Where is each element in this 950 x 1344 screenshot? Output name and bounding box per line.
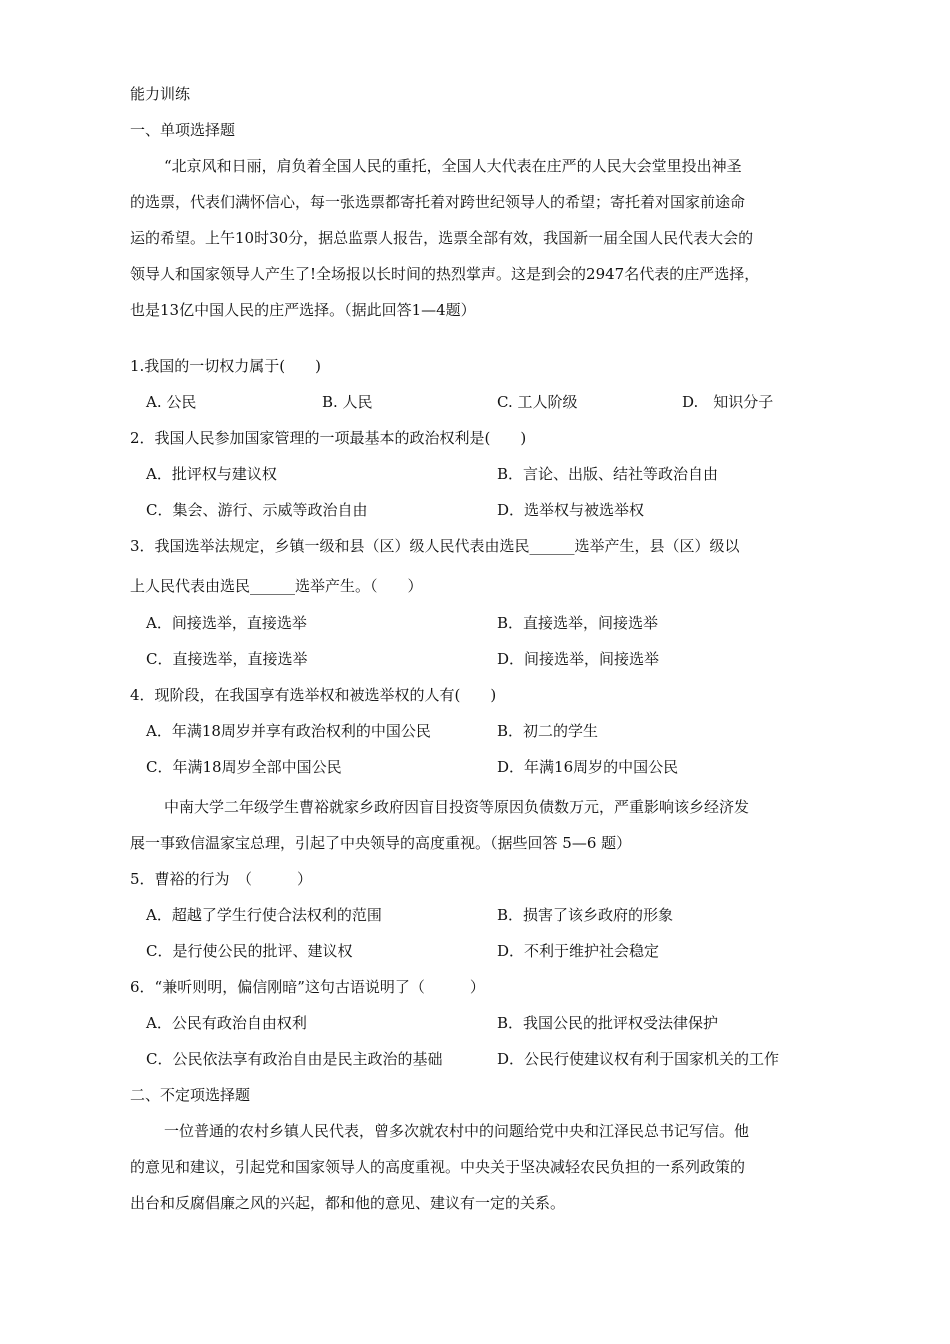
passage-line: 展一事致信温家宝总理，引起了中央领导的高度重视。（据些回答 5—6 题） xyxy=(130,834,632,852)
passage-line: 出台和反腐倡廉之风的兴起，都和他的意见、建议有一定的关系。 xyxy=(130,1194,566,1212)
option-c: C．集会、游行、示威等政治自由 xyxy=(146,501,368,519)
option-d: D．选举权与被选举权 xyxy=(497,501,645,519)
question-stem: 上人民代表由选民______选举产生。（ ） xyxy=(130,577,423,595)
option-b: B．言论、出版、结社等政治自由 xyxy=(497,465,719,483)
passage-line: 也是13亿中国人民的庄严选择。（据此回答1—4题） xyxy=(130,301,476,319)
question-stem: 6．“兼听则明，偏信刚暗”这句古语说明了（ ） xyxy=(130,978,485,996)
passage-line: “北京风和日丽，肩负着全国人民的重托，全国人大代表在庄严的人民大会堂里投出神圣 xyxy=(164,157,742,175)
option-b: B．直接选举，间接选举 xyxy=(497,614,659,632)
option-d: D．公民行使建议权有利于国家机关的工作 xyxy=(497,1050,780,1068)
option-c: C．是行使公民的批评、建议权 xyxy=(146,942,353,960)
option-b: B．我国公民的批评权受法律保护 xyxy=(497,1014,719,1032)
option-c: C. 工人阶级 xyxy=(497,393,578,411)
option-c: C．年满18周岁全部中国公民 xyxy=(146,758,342,776)
option-b: B．损害了该乡政府的形象 xyxy=(497,906,674,924)
passage-line: 的选票，代表们满怀信心，每一张选票都寄托着对跨世纪领导人的希望；寄托着对国家前途命 xyxy=(130,193,746,211)
section-heading: 二、不定项选择题 xyxy=(130,1086,251,1104)
passage-line: 领导人和国家领导人产生了!全场报以长时间的热烈掌声。这是到会的2947名代表的庄严选择， xyxy=(130,265,760,283)
option-a: A．公民有政治自由权利 xyxy=(146,1014,307,1032)
option-a: A．间接选举，直接选举 xyxy=(146,614,307,632)
option-b: B．初二的学生 xyxy=(497,722,599,740)
option-d: D．年满16周岁的中国公民 xyxy=(497,758,679,776)
passage-line: 的意见和建议，引起党和国家领导人的高度重视。中央关于坚决减轻农民负担的一系列政策的 xyxy=(130,1158,746,1176)
option-a: A．超越了学生行使合法权利的范围 xyxy=(146,906,382,924)
option-d: D．间接选举，间接选举 xyxy=(497,650,660,668)
question-stem: 1.我国的一切权力属于( ) xyxy=(130,357,322,375)
section-heading: 一、单项选择题 xyxy=(130,121,236,139)
option-a: A. 公民 xyxy=(146,393,197,411)
option-a: A．年满18周岁并享有政治权利的中国公民 xyxy=(146,722,431,740)
option-b: B. 人民 xyxy=(322,393,373,411)
passage-line: 运的希望。上午10时30分，据总监票人报告，选票全部有效，我国新一届全国人民代表大会的 xyxy=(130,229,754,247)
question-stem: 5．曹裕的行为 （ ） xyxy=(130,870,313,888)
question-stem: 3．我国选举法规定，乡镇一级和县（区）级人民代表由选民______选举产生，县（区）级以 xyxy=(130,537,740,555)
page-title: 能力训练 xyxy=(130,85,191,103)
option-c: C．公民依法享有政治自由是民主政治的基础 xyxy=(146,1050,443,1068)
question-stem: 4．现阶段，在我国享有选举权和被选举权的人有( ) xyxy=(130,686,497,704)
option-d: D．不利于维护社会稳定 xyxy=(497,942,660,960)
passage-line: 一位普通的农村乡镇人民代表，曾多次就农村中的问题给党中央和江泽民总书记写信。他 xyxy=(164,1122,750,1140)
option-c: C．直接选举，直接选举 xyxy=(146,650,308,668)
option-a: A．批评权与建议权 xyxy=(146,465,277,483)
passage-line: 中南大学二年级学生曹裕就家乡政府因盲目投资等原因负债数万元，严重影响该乡经济发 xyxy=(164,798,750,816)
question-stem: 2．我国人民参加国家管理的一项最基本的政治权利是( ) xyxy=(130,429,527,447)
option-d: D. 知识分子 xyxy=(682,393,774,411)
